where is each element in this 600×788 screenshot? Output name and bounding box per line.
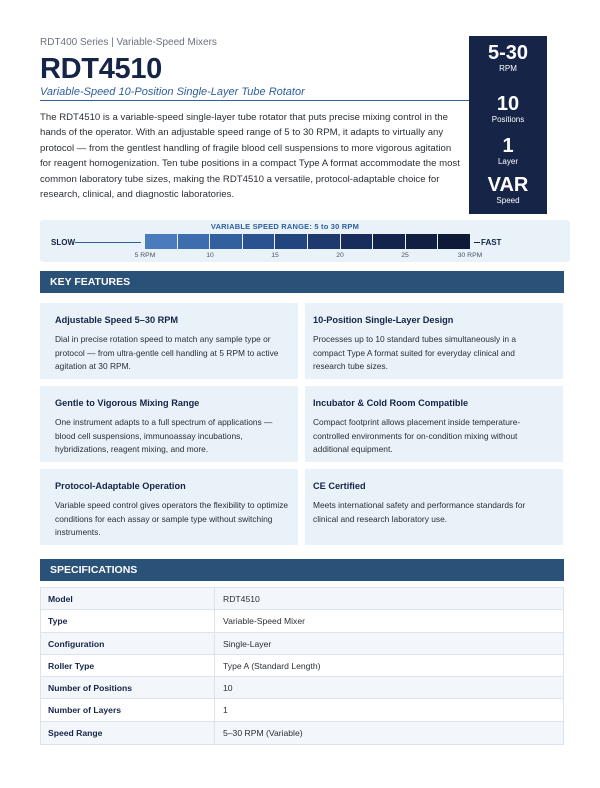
- table-row: [41, 588, 563, 610]
- spec-value: Type A (Standard Length): [223, 660, 321, 671]
- speed-tick: 15: [271, 252, 279, 259]
- spec-label: Speed Range: [41, 722, 215, 744]
- spec-value: RDT4510: [223, 594, 260, 604]
- feature-text: Dial in precise rotation speed to match any sample type or protocol — from ultra-gentle cell handling at 5 RPM to active agitation at 30 RPM.: [55, 334, 279, 371]
- page-title: RDT4510: [40, 53, 163, 85]
- feature-title: Gentle to Vigorous Mixing Range: [55, 398, 200, 408]
- stat-label: Positions: [491, 115, 525, 124]
- stat-value: VAR: [487, 174, 529, 196]
- specifications-table: [40, 587, 564, 745]
- slow-label: SLOW: [51, 238, 75, 247]
- feature-title: CE Certified: [313, 481, 366, 491]
- slow-line: [75, 242, 141, 243]
- stats-panel: [469, 36, 547, 214]
- spec-label: Number of Positions: [41, 677, 215, 698]
- specifications-heading: SPECIFICATIONS: [40, 559, 564, 581]
- feature-title: Protocol-Adaptable Operation: [55, 481, 186, 491]
- fast-label: FAST: [481, 238, 502, 247]
- speed-bar-segment: [405, 234, 438, 249]
- speed-bar-segment: [372, 234, 405, 249]
- stat-label: RPM: [499, 64, 517, 73]
- feature-title: 10-Position Single-Layer Design: [313, 315, 454, 325]
- table-row: [41, 633, 563, 655]
- feature-text: Compact footprint allows placement inside temperature-controlled environments for on-condition mixing without additional equipment.: [313, 417, 521, 454]
- speed-gradient-bar: [145, 234, 470, 249]
- feature-card: [305, 303, 563, 379]
- feature-card: [305, 469, 563, 545]
- feature-card: [40, 386, 298, 462]
- spec-label: Type: [41, 610, 215, 631]
- speed-bar-segment: [437, 234, 470, 249]
- feature-text: Meets international safety and performance standards for clinical and research laboratory use.: [313, 500, 526, 524]
- speed-bar-segment: [145, 234, 177, 249]
- speed-range-title: VARIABLE SPEED RANGE: 5 to 30 RPM: [210, 222, 360, 231]
- speed-tick: 30 RPM: [457, 252, 483, 259]
- speed-tick: 25: [401, 252, 409, 259]
- table-row: [41, 655, 563, 677]
- feature-card: [305, 386, 563, 462]
- table-row: [41, 722, 563, 744]
- table-row: [41, 677, 563, 699]
- feature-card: [40, 469, 298, 545]
- feature-card: [40, 303, 298, 379]
- spec-label: Roller Type: [41, 655, 215, 676]
- stat-value: 5-30: [487, 42, 529, 64]
- speed-bar-segment: [307, 234, 340, 249]
- speed-bar-segment: [242, 234, 275, 249]
- stat-label: Layer: [497, 157, 518, 166]
- speed-bar-segment: [209, 234, 242, 249]
- stat-speed: [469, 174, 547, 206]
- spec-label: Configuration: [41, 633, 215, 654]
- series-label: RDT400 Series | Variable-Speed Mixers: [40, 37, 217, 48]
- feature-text: One instrument adapts to a full spectrum of applications — blood cell suspensions, immunoassay incubations, hybridizations, reagent mixing, and more.: [55, 417, 273, 454]
- spec-value: 10: [223, 683, 233, 694]
- feature-title: Incubator & Cold Room Compatible: [313, 398, 469, 408]
- feature-text: Variable speed control gives operators the flexibility to optimize conditions for each assay or sample type without switching instruments.: [55, 500, 289, 537]
- intro-paragraph: The RDT4510 is a variable-speed single-layer tube rotator that puts precise mixing control in the hands of the operator. With an adjustable speed range of 5 to 30 RPM, it adapts to virtually any protocol — from the gentlest handling of fragile blood cell suspensions to more vigorous agitation for reagent homogenization. Ten tube positions in a compact Type A format accommodate the most common laboratory tube sizes, making the RDT4510 a versatile, protocol-adaptable choice for research, clinical, and diagnostic laboratories.: [40, 112, 460, 201]
- stat-label: Speed: [496, 196, 520, 205]
- stat-value: 1: [502, 135, 514, 157]
- page-subtitle: Variable-Speed 10-Position Single-Layer Tube Rotator: [40, 86, 305, 98]
- speed-tick: 20: [336, 252, 344, 259]
- spec-value: Single-Layer: [223, 638, 272, 649]
- speed-bar-segment: [274, 234, 307, 249]
- fast-line: [474, 242, 480, 243]
- speed-tick: 5 RPM: [134, 252, 156, 259]
- stat-layer: [469, 135, 547, 167]
- feature-text: Processes up to 10 standard tubes simultaneously in a compact Type A format suited for everyday clinical and research tube sizes.: [313, 334, 516, 371]
- title-divider: [40, 100, 472, 101]
- stat-rpm: [469, 42, 547, 74]
- stat-value: 10: [496, 93, 520, 115]
- speed-tick: 10: [206, 252, 214, 259]
- table-row: [41, 610, 563, 632]
- spec-label: Model: [41, 588, 215, 609]
- feature-title: Adjustable Speed 5–30 RPM: [55, 315, 179, 325]
- table-row: [41, 699, 563, 721]
- speed-bar-segment: [177, 234, 210, 249]
- spec-value: Variable-Speed Mixer: [223, 616, 305, 627]
- spec-value: 5–30 RPM (Variable): [223, 727, 303, 738]
- key-features-heading: KEY FEATURES: [40, 271, 564, 293]
- speed-bar-segment: [340, 234, 373, 249]
- spec-label: Number of Layers: [41, 699, 215, 720]
- spec-value: 1: [223, 705, 228, 716]
- stat-positions: [469, 93, 547, 125]
